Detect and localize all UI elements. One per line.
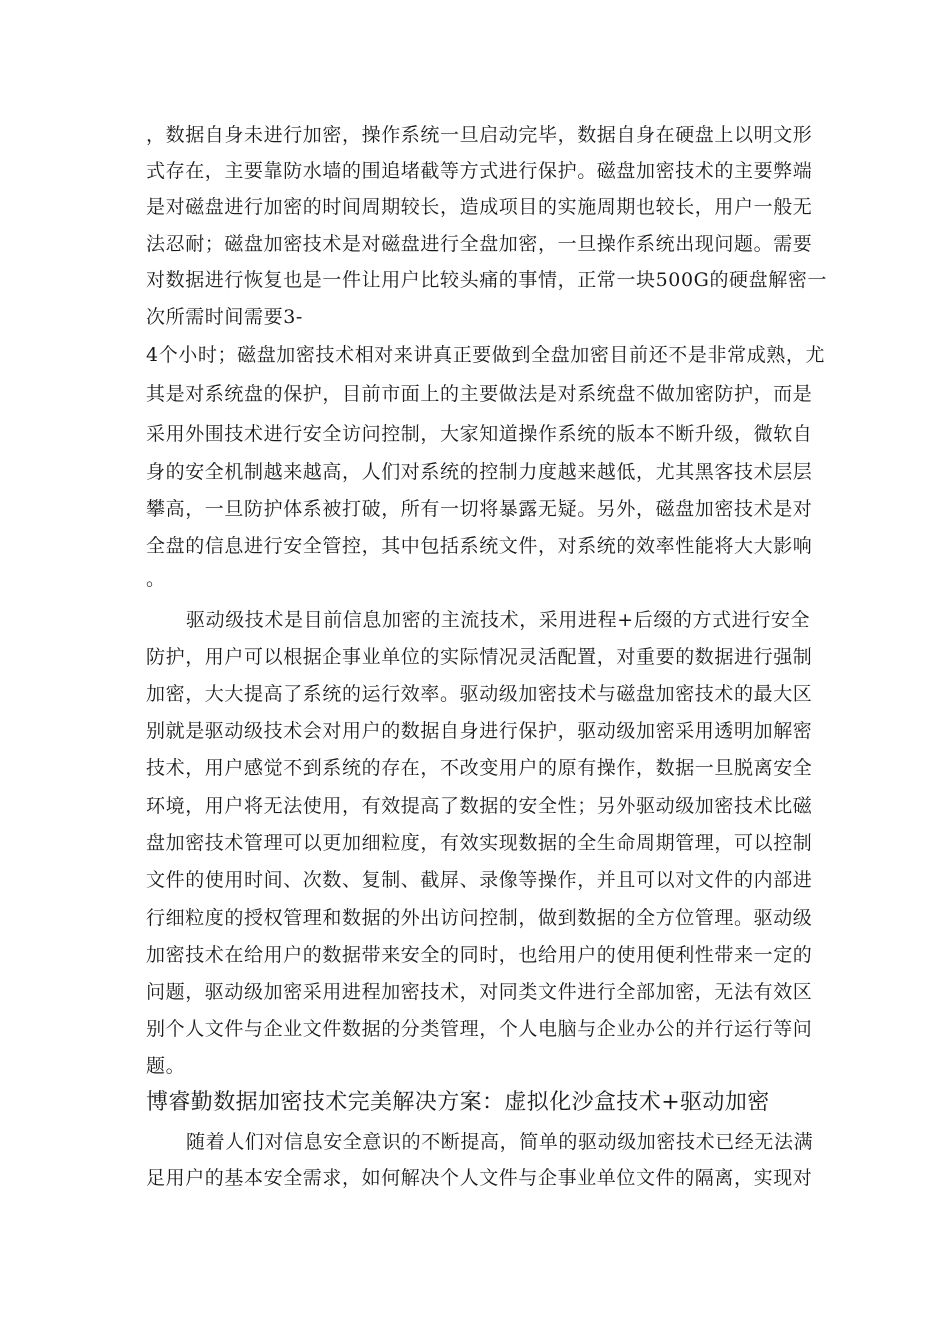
text-line: ，数据自身未进行加密，操作系统一旦启动完毕，数据自身在硬盘上以明文形 [146, 124, 813, 146]
text-line: 别个人文件与企业文件数据的分类管理，个人电脑与企业办公的并行运行等问 [146, 1018, 813, 1040]
paragraph-first-line: 随着人们对信息安全意识的不断提高，简单的驱动级加密技术已经无法满 [186, 1131, 814, 1153]
text-line: 环境，用户将无法使用，有效提高了数据的安全性；另外驱动级加密技术比磁 [146, 795, 813, 817]
section-heading: 博睿勤数据加密技术完美解决方案：虚拟化沙盒技术+驱动加密 [146, 1090, 770, 1115]
text-line: 题。 [146, 1055, 186, 1077]
text-line: 技术，用户感觉不到系统的存在，不改变用户的原有操作，数据一旦脱离安全 [146, 757, 813, 779]
text-line: 其是对系统盘的保护，目前市面上的主要做法是对系统盘不做加密防护，而是 [146, 383, 813, 405]
text-line: 盘加密技术管理可以更加细粒度，有效实现数据的全生命周期管理，可以控制 [146, 832, 813, 854]
text-line: 次所需时间需要3- [146, 306, 303, 328]
text-line: 式存在，主要靠防水墙的围追堵截等方式进行保护。磁盘加密技术的主要弊端 [146, 160, 813, 182]
paragraph-first-line: 驱动级技术是目前信息加密的主流技术，采用进程+后缀的方式进行安全 [186, 609, 811, 631]
text-line: 身的安全机制越来越高，人们对系统的控制力度越来越低，尤其黑客技术层层 [146, 461, 813, 483]
text-line: 防护，用户可以根据企事业单位的实际情况灵活配置，对重要的数据进行强制 [146, 646, 813, 668]
text-line: 行细粒度的授权管理和数据的外出访问控制，做到数据的全方位管理。驱动级 [146, 907, 813, 929]
text-line: 文件的使用时间、次数、复制、截屏、录像等操作，并且可以对文件的内部进 [146, 869, 813, 891]
text-line: 加密技术在给用户的数据带来安全的同时，也给用户的使用便利性带来一定的 [146, 944, 813, 966]
text-line: 法忍耐；磁盘加密技术是对磁盘进行全盘加密，一旦操作系统出现问题。需要 [146, 233, 813, 255]
text-line: 问题，驱动级加密采用进程加密技术，对同类文件进行全部加密，无法有效区 [146, 981, 813, 1003]
text-line: 对数据进行恢复也是一件让用户比较头痛的事情，正常一块500G的硬盘解密一 [146, 269, 828, 291]
text-line: 足用户的基本安全需求，如何解决个人文件与企事业单位文件的隔离，实现对 [146, 1167, 813, 1189]
text-line: 是对磁盘进行加密的时间周期较长，造成项目的实施周期也较长，用户一般无 [146, 196, 813, 218]
text-line: 别就是驱动级技术会对用户的数据自身进行保护，驱动级加密采用透明加解密 [146, 720, 813, 742]
text-line: 。 [146, 568, 166, 590]
text-line: 加密，大大提高了系统的运行效率。驱动级加密技术与磁盘加密技术的最大区 [146, 683, 813, 705]
text-line: 全盘的信息进行安全管控，其中包括系统文件，对系统的效率性能将大大影响 [146, 535, 813, 557]
text-line: 攀高，一旦防护体系被打破，所有一切将暴露无疑。另外，磁盘加密技术是对 [146, 498, 813, 520]
text-line: 4个小时；磁盘加密技术相对来讲真正要做到全盘加密目前还不是非常成熟，尤 [146, 344, 826, 366]
text-line: 采用外围技术进行安全访问控制，大家知道操作系统的版本不断升级，微软自 [146, 423, 813, 445]
